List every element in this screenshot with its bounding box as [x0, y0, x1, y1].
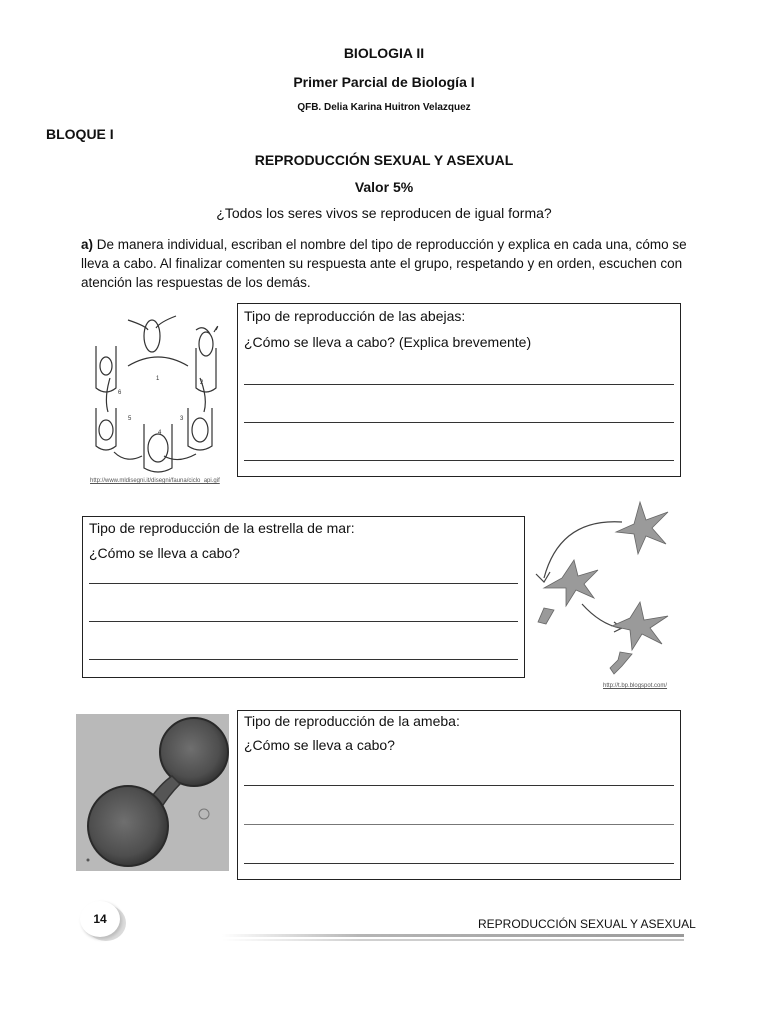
- honeycomb-cell: [196, 348, 216, 392]
- cycle-arrow: [582, 604, 620, 628]
- course-title: BIOLOGIA II: [343, 45, 425, 61]
- stage-number: 3: [180, 416, 184, 422]
- topic-question: ¿Todos los seres vivos se reproducen de igual forma?: [216, 205, 552, 221]
- starfish-icon: [612, 602, 668, 650]
- bee-question-title: Tipo de reproducción de las abejas:: [244, 308, 466, 324]
- footer-rule: [222, 934, 684, 937]
- page-number: 14: [80, 901, 120, 937]
- stage-number: 4: [158, 430, 162, 436]
- answer-line[interactable]: [244, 863, 674, 864]
- amoeba-question-title: Tipo de reproducción de la ameba:: [244, 713, 460, 729]
- starfish-regeneration-illustration: [530, 498, 682, 682]
- instruction: [81, 235, 689, 292]
- answer-line[interactable]: [244, 824, 674, 825]
- footer-rule-secondary: [222, 939, 684, 941]
- starfish-answer-box: [82, 516, 525, 678]
- larva: [99, 420, 113, 440]
- instruction-label: a): [81, 237, 94, 252]
- answer-line[interactable]: [244, 422, 674, 423]
- cycle-arrow: [114, 452, 142, 459]
- worker-bee: [199, 332, 213, 356]
- bee-wings: [128, 316, 176, 330]
- stage-number: 5: [128, 416, 132, 422]
- teacher-name: QFB. Delia Karina Huitron Velazquez: [297, 102, 471, 113]
- honeycomb-cell: [96, 346, 116, 392]
- queen-bee: [144, 320, 160, 352]
- cycle-arrow: [544, 522, 622, 578]
- starfish-icon: [544, 560, 598, 606]
- answer-line[interactable]: [89, 583, 518, 584]
- amoeba-question-prompt: ¿Cómo se lleva a cabo?: [244, 737, 395, 753]
- bee-answer-box: [237, 303, 681, 477]
- bee-image-caption: http://www.mldisegni.it/disegni/fauna/ciclo_api.gif: [90, 478, 220, 484]
- answer-line[interactable]: [244, 384, 674, 385]
- instruction-text: De manera individual, escriban el nombre del tipo de reproducción y explica en cada una, cómo se lleva a cabo. Al finalizar comenten su respuesta ante el grupo, respetando y en orden, escuchen con atención las respuestas de los demás.: [81, 237, 687, 290]
- answer-line[interactable]: [244, 460, 674, 461]
- topic-title: REPRODUCCIÓN SEXUAL Y ASEXUAL: [254, 152, 514, 168]
- answer-line[interactable]: [89, 659, 518, 660]
- exam-title: Primer Parcial de Biología I: [293, 74, 475, 90]
- starfish-arm-icon: [610, 652, 632, 674]
- running-title: REPRODUCCIÓN SEXUAL Y ASEXUAL: [478, 917, 696, 931]
- egg: [100, 357, 112, 375]
- topic-value: Valor 5%: [354, 179, 414, 195]
- starfish-question-title: Tipo de reproducción de la estrella de mar:: [89, 520, 355, 536]
- amoeba-answer-box: [237, 710, 681, 880]
- cycle-arrow: [128, 357, 188, 366]
- amoeba-cell: [88, 786, 168, 866]
- starfish-icon: [616, 502, 668, 554]
- bee-life-cycle-illustration: [88, 308, 236, 480]
- answer-line[interactable]: [89, 621, 518, 622]
- stage-number: 1: [156, 376, 160, 382]
- amoeba-photo: [76, 714, 229, 871]
- amoeba-cell: [160, 718, 228, 786]
- starfish-image-caption: http://t.bp.blogspot.com/: [603, 683, 668, 689]
- cycle-arrow: [164, 454, 196, 460]
- stage-number: 6: [118, 390, 122, 396]
- answer-line[interactable]: [244, 785, 674, 786]
- block-label: BLOQUE I: [46, 126, 114, 142]
- pupa: [192, 418, 208, 442]
- pupa: [148, 434, 168, 462]
- starfish-arm-icon: [538, 608, 554, 624]
- starfish-question-prompt: ¿Cómo se lleva a cabo?: [89, 545, 240, 561]
- bee-question-prompt: ¿Cómo se lleva a cabo? (Explica brevemente): [244, 334, 532, 350]
- cycle-arrow: [106, 378, 110, 412]
- stage-number: 2: [200, 380, 204, 386]
